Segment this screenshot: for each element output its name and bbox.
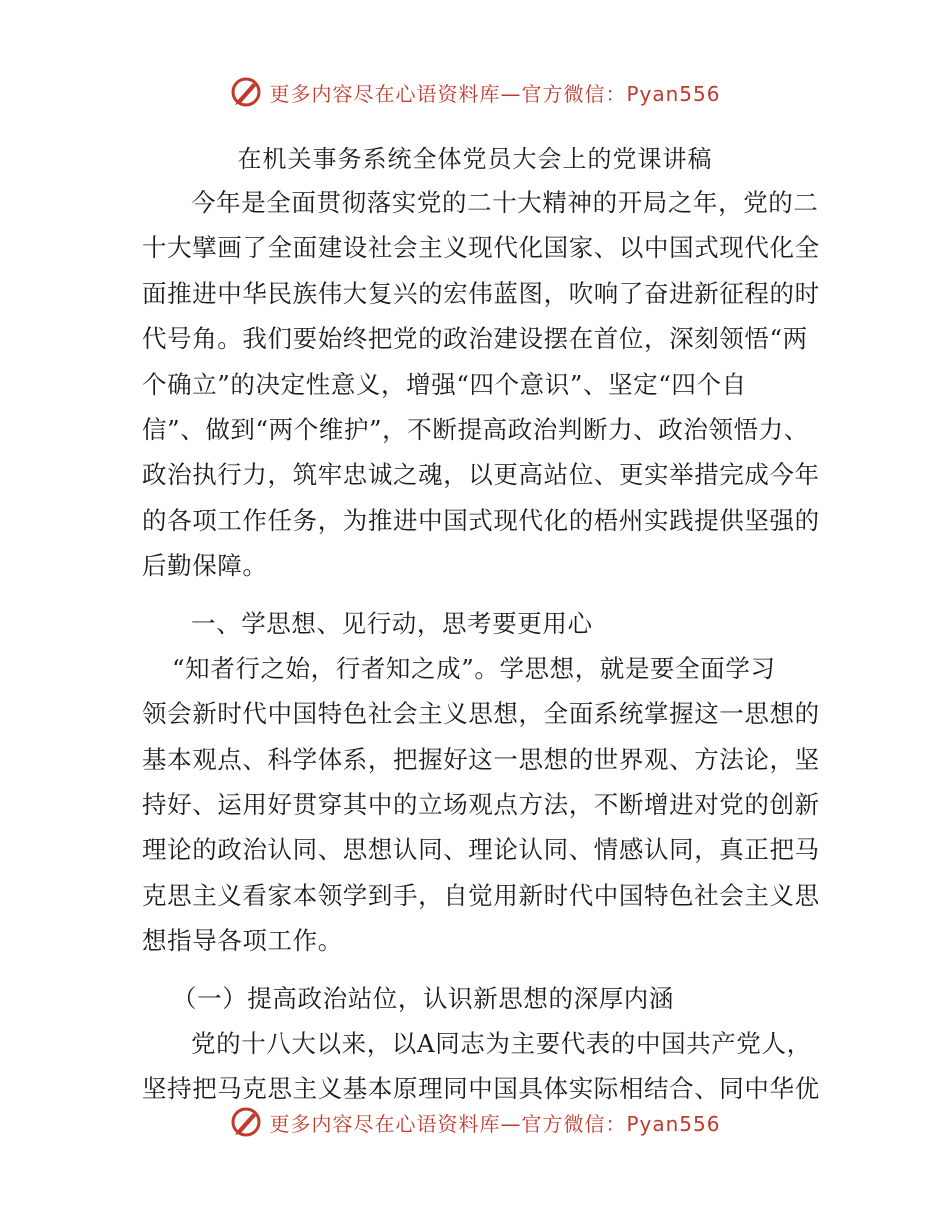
watermark-dash: — bbox=[500, 81, 522, 106]
text-line: 十大擘画了全面建设社会主义现代化国家、以中国式现代化全 bbox=[142, 233, 820, 263]
text-line: 党的十八大以来，以A同志为主要代表的中国共产党人， bbox=[191, 1029, 812, 1059]
watermark-wechat: 官方微信：Pyan556 bbox=[521, 1111, 721, 1136]
watermark-wechat: 官方微信：Pyan556 bbox=[521, 81, 721, 106]
text-line: 坚持把马克思主义基本原理同中国具体实际相结合、同中华优 bbox=[142, 1074, 820, 1104]
text-line: 个确立”的决定性意义，增强“四个意识”、坚定“四个自 bbox=[142, 369, 747, 399]
section-heading-1: 一、学思想、见行动，思考要更用心 bbox=[191, 608, 593, 638]
watermark-dash: — bbox=[500, 1111, 522, 1136]
text-line: 理论的政治认同、思想认同、理论认同、情感认同，真正把马 bbox=[142, 835, 820, 865]
watermark-text bbox=[269, 1108, 720, 1137]
watermark-text bbox=[269, 78, 720, 107]
section-heading-2: （一）提高政治站位，认识新思想的深厚内涵 bbox=[172, 983, 674, 1013]
document-body bbox=[142, 180, 822, 1112]
text-line: “知者行之始，行者知之成”。学思想，就是要全面学习 bbox=[172, 653, 776, 683]
text-line: 的各项工作任务，为推进中国式现代化的梧州实践提供坚强的 bbox=[142, 505, 820, 535]
paragraph-intro bbox=[142, 180, 822, 589]
text-line: 面推进中华民族伟大复兴的宏伟蓝图，吹响了奋进新征程的时 bbox=[142, 278, 820, 308]
paragraph-party-congress bbox=[142, 1021, 822, 1112]
text-line: 政治执行力，筑牢忠诚之魂，以更高站位、更实举措完成今年 bbox=[142, 460, 820, 490]
text-line: 领会新时代中国特色社会主义思想，全面系统掌握这一思想的 bbox=[142, 699, 820, 729]
text-line: 后勤保障。 bbox=[142, 551, 268, 581]
pen-logo-icon bbox=[229, 75, 263, 109]
paragraph-study-thought bbox=[142, 646, 822, 964]
header-watermark bbox=[0, 72, 950, 112]
document-title: 在机关事务系统全体党员大会上的党课讲稿 bbox=[237, 145, 713, 173]
watermark-brand: 更多内容尽在心语资料库 bbox=[269, 81, 501, 106]
text-line: 持好、运用好贯穿其中的立场观点方法，不断增进对党的创新 bbox=[142, 790, 820, 820]
text-line: 代号角。我们要始终把党的政治建设摆在首位，深刻领悟“两 bbox=[142, 324, 808, 354]
pen-logo-icon bbox=[229, 1105, 263, 1139]
text-line: 基本观点、科学体系，把握好这一思想的世界观、方法论，坚 bbox=[142, 744, 820, 774]
footer-watermark bbox=[0, 1102, 950, 1142]
text-line: 今年是全面贯彻落实党的二十大精神的开局之年，党的二 bbox=[191, 188, 819, 217]
text-line: 克思主义看家本领学到手，自觉用新时代中国特色社会主义思 bbox=[142, 880, 820, 910]
watermark-brand: 更多内容尽在心语资料库 bbox=[269, 1111, 501, 1136]
text-line: 信”、做到“两个维护”，不断提高政治判断力、政治领悟力、 bbox=[142, 414, 809, 444]
text-line: 想指导各项工作。 bbox=[142, 926, 343, 956]
